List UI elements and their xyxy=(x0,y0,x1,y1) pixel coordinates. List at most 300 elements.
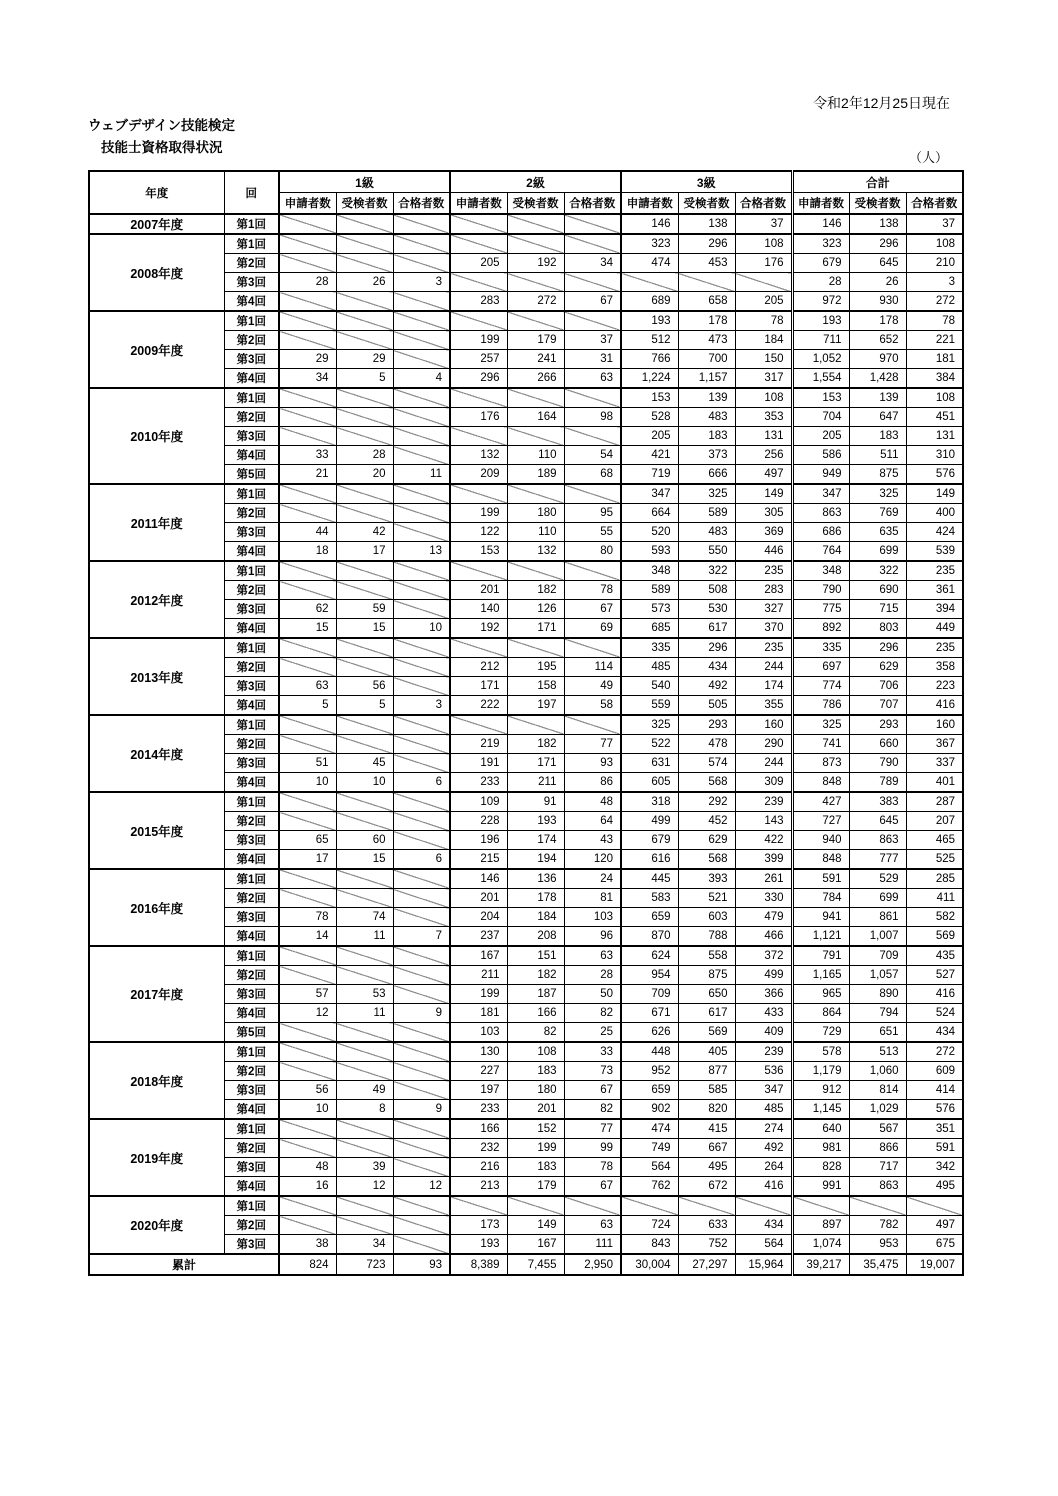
value-cell: 189 xyxy=(507,465,564,485)
slash-cell xyxy=(393,658,450,677)
value-cell: 12 xyxy=(279,1004,336,1023)
slash-cell xyxy=(507,484,564,504)
value-cell: 789 xyxy=(849,773,906,793)
slash-cell xyxy=(279,214,336,234)
fiscal-year-cell: 2014年度 xyxy=(89,715,224,792)
value-cell: 55 xyxy=(564,523,621,542)
value-cell: 146 xyxy=(621,214,678,234)
value-cell: 411 xyxy=(906,889,963,908)
value-cell: 645 xyxy=(849,254,906,273)
slash-cell xyxy=(336,812,393,831)
value-cell: 131 xyxy=(906,427,963,446)
slash-cell xyxy=(393,638,450,658)
value-cell: 166 xyxy=(507,1004,564,1023)
slash-cell xyxy=(393,214,450,234)
value-cell: 660 xyxy=(849,735,906,754)
value-cell: 325 xyxy=(621,715,678,735)
value-cell: 191 xyxy=(450,754,507,773)
slash-cell xyxy=(279,735,336,754)
value-cell: 752 xyxy=(678,1235,735,1255)
value-cell: 204 xyxy=(450,908,507,927)
value-cell: 591 xyxy=(906,1139,963,1158)
value-cell: 25 xyxy=(564,1023,621,1043)
value-cell: 629 xyxy=(849,658,906,677)
value-cell: 33 xyxy=(279,446,336,465)
slash-cell xyxy=(450,427,507,446)
value-cell: 199 xyxy=(450,504,507,523)
value-cell: 283 xyxy=(735,581,792,600)
value-cell: 803 xyxy=(849,619,906,639)
value-cell: 18 xyxy=(279,542,336,562)
value-cell: 26 xyxy=(336,273,393,292)
sub-header-cell: 受検者数 xyxy=(849,193,906,215)
table-row xyxy=(89,561,963,581)
sub-header-cell: 受検者数 xyxy=(336,193,393,215)
value-cell: 970 xyxy=(849,350,906,369)
value-cell: 495 xyxy=(678,1158,735,1177)
slash-cell xyxy=(393,1158,450,1177)
grade-group-header: 3級 xyxy=(621,171,792,193)
value-cell: 149 xyxy=(906,484,963,504)
value-cell: 861 xyxy=(849,908,906,927)
slash-cell xyxy=(393,966,450,985)
value-cell: 179 xyxy=(507,1177,564,1197)
value-cell: 15 xyxy=(279,619,336,639)
grade-group-header: 2級 xyxy=(450,171,621,193)
round-cell: 第4回 xyxy=(224,292,279,312)
value-cell: 65 xyxy=(279,831,336,850)
value-cell: 272 xyxy=(507,292,564,312)
value-cell: 132 xyxy=(450,446,507,465)
value-cell: 86 xyxy=(564,773,621,793)
total-value-cell: 824 xyxy=(279,1254,336,1275)
value-cell: 529 xyxy=(849,869,906,889)
value-cell: 401 xyxy=(906,773,963,793)
value-cell: 201 xyxy=(507,1100,564,1120)
value-cell: 266 xyxy=(507,369,564,389)
value-cell: 108 xyxy=(507,1042,564,1062)
value-cell: 183 xyxy=(849,427,906,446)
value-cell: 174 xyxy=(735,677,792,696)
value-cell: 193 xyxy=(792,311,849,331)
slash-cell xyxy=(507,561,564,581)
value-cell: 182 xyxy=(507,966,564,985)
value-cell: 499 xyxy=(621,812,678,831)
value-cell: 49 xyxy=(564,677,621,696)
value-cell: 586 xyxy=(792,446,849,465)
slash-cell xyxy=(450,214,507,234)
value-cell: 166 xyxy=(450,1119,507,1139)
round-cell: 第3回 xyxy=(224,1158,279,1177)
round-cell: 第1回 xyxy=(224,388,279,408)
value-cell: 193 xyxy=(621,311,678,331)
value-cell: 235 xyxy=(906,638,963,658)
value-cell: 10 xyxy=(279,773,336,793)
value-cell: 583 xyxy=(621,889,678,908)
page-title: ウェブデザイン技能検定 xyxy=(88,118,236,133)
value-cell: 80 xyxy=(564,542,621,562)
fiscal-year-cell: 2007年度 xyxy=(89,214,224,234)
slash-cell xyxy=(507,234,564,254)
value-cell: 9 xyxy=(393,1100,450,1120)
value-cell: 342 xyxy=(906,1158,963,1177)
slash-cell xyxy=(735,1196,792,1216)
value-cell: 74 xyxy=(336,908,393,927)
table-row xyxy=(89,715,963,735)
value-cell: 120 xyxy=(564,850,621,870)
value-cell: 603 xyxy=(678,908,735,927)
value-cell: 647 xyxy=(849,408,906,427)
value-cell: 310 xyxy=(906,446,963,465)
value-cell: 511 xyxy=(849,446,906,465)
value-cell: 704 xyxy=(792,408,849,427)
fiscal-year-cell: 2011年度 xyxy=(89,484,224,561)
value-cell: 1,060 xyxy=(849,1062,906,1081)
value-cell: 775 xyxy=(792,600,849,619)
value-cell: 497 xyxy=(906,1216,963,1235)
value-cell: 153 xyxy=(450,542,507,562)
slash-cell xyxy=(336,292,393,312)
value-cell: 505 xyxy=(678,696,735,716)
value-cell: 34 xyxy=(279,369,336,389)
value-cell: 616 xyxy=(621,850,678,870)
value-cell: 433 xyxy=(735,1004,792,1023)
value-cell: 16 xyxy=(279,1177,336,1197)
slash-cell xyxy=(393,754,450,773)
value-cell: 699 xyxy=(849,542,906,562)
sub-header-cell: 合格者数 xyxy=(393,193,450,215)
value-cell: 199 xyxy=(507,1139,564,1158)
value-cell: 1,145 xyxy=(792,1100,849,1120)
round-cell: 第1回 xyxy=(224,792,279,812)
value-cell: 848 xyxy=(792,773,849,793)
value-cell: 111 xyxy=(564,1235,621,1255)
value-cell: 29 xyxy=(336,350,393,369)
value-cell: 709 xyxy=(621,985,678,1004)
value-cell: 522 xyxy=(621,735,678,754)
value-cell: 550 xyxy=(678,542,735,562)
value-cell: 110 xyxy=(507,446,564,465)
value-cell: 216 xyxy=(450,1158,507,1177)
slash-cell xyxy=(450,484,507,504)
slash-cell xyxy=(336,331,393,350)
value-cell: 132 xyxy=(507,542,564,562)
slash-cell xyxy=(336,484,393,504)
value-cell: 711 xyxy=(792,331,849,350)
page-subtitle: 技能士資格取得状況 xyxy=(101,140,223,155)
value-cell: 196 xyxy=(450,831,507,850)
slash-cell xyxy=(507,715,564,735)
value-cell: 448 xyxy=(621,1042,678,1062)
slash-cell xyxy=(450,1196,507,1216)
value-cell: 605 xyxy=(621,773,678,793)
value-cell: 171 xyxy=(507,619,564,639)
value-cell: 483 xyxy=(678,523,735,542)
slash-cell xyxy=(279,869,336,889)
round-cell: 第4回 xyxy=(224,369,279,389)
slash-cell xyxy=(393,254,450,273)
value-cell: 205 xyxy=(735,292,792,312)
sub-header-cell: 申請者数 xyxy=(621,193,678,215)
value-cell: 672 xyxy=(678,1177,735,1197)
value-cell: 679 xyxy=(621,831,678,850)
value-cell: 394 xyxy=(906,600,963,619)
value-cell: 348 xyxy=(792,561,849,581)
value-cell: 28 xyxy=(279,273,336,292)
slash-cell xyxy=(336,408,393,427)
value-cell: 452 xyxy=(678,812,735,831)
value-cell: 178 xyxy=(849,311,906,331)
round-cell: 第3回 xyxy=(224,908,279,927)
fiscal-year-cell: 2017年度 xyxy=(89,946,224,1042)
value-cell: 78 xyxy=(735,311,792,331)
round-cell: 第3回 xyxy=(224,985,279,1004)
value-cell: 151 xyxy=(507,946,564,966)
value-cell: 791 xyxy=(792,946,849,966)
value-cell: 215 xyxy=(450,850,507,870)
value-cell: 449 xyxy=(906,619,963,639)
slash-cell xyxy=(450,715,507,735)
value-cell: 764 xyxy=(792,542,849,562)
value-cell: 719 xyxy=(621,465,678,485)
round-cell: 第2回 xyxy=(224,1216,279,1235)
value-cell: 48 xyxy=(564,792,621,812)
value-cell: 1,029 xyxy=(849,1100,906,1120)
slash-cell xyxy=(507,638,564,658)
value-cell: 130 xyxy=(450,1042,507,1062)
value-cell: 187 xyxy=(507,985,564,1004)
slash-cell xyxy=(393,1081,450,1100)
value-cell: 296 xyxy=(849,234,906,254)
value-cell: 864 xyxy=(792,1004,849,1023)
value-cell: 318 xyxy=(621,792,678,812)
total-value-cell: 8,389 xyxy=(450,1254,507,1275)
value-cell: 863 xyxy=(849,831,906,850)
table-body xyxy=(89,214,963,1275)
slash-cell xyxy=(393,677,450,696)
value-cell: 875 xyxy=(678,966,735,985)
results-table xyxy=(88,170,964,1276)
sub-header-cell: 申請者数 xyxy=(450,193,507,215)
value-cell: 416 xyxy=(735,1177,792,1197)
year-column-header: 年度 xyxy=(89,171,224,214)
round-cell: 第3回 xyxy=(224,831,279,850)
unit-label: （人） xyxy=(908,150,948,165)
slash-cell xyxy=(564,715,621,735)
value-cell: 219 xyxy=(450,735,507,754)
round-cell: 第3回 xyxy=(224,273,279,292)
slash-cell xyxy=(279,1196,336,1216)
value-cell: 1,179 xyxy=(792,1062,849,1081)
value-cell: 941 xyxy=(792,908,849,927)
round-cell: 第2回 xyxy=(224,658,279,677)
value-cell: 51 xyxy=(279,754,336,773)
value-cell: 828 xyxy=(792,1158,849,1177)
slash-cell xyxy=(279,1119,336,1139)
value-cell: 347 xyxy=(792,484,849,504)
value-cell: 28 xyxy=(792,273,849,292)
value-cell: 717 xyxy=(849,1158,906,1177)
value-cell: 635 xyxy=(849,523,906,542)
fiscal-year-cell: 2012年度 xyxy=(89,561,224,638)
value-cell: 351 xyxy=(906,1119,963,1139)
slash-cell xyxy=(336,254,393,273)
slash-cell xyxy=(393,311,450,331)
total-value-cell: 7,455 xyxy=(507,1254,564,1275)
value-cell: 479 xyxy=(735,908,792,927)
round-cell: 第3回 xyxy=(224,754,279,773)
slash-cell xyxy=(336,504,393,523)
slash-cell xyxy=(393,1196,450,1216)
value-cell: 434 xyxy=(678,658,735,677)
round-cell: 第4回 xyxy=(224,696,279,716)
slash-cell xyxy=(792,1196,849,1216)
slash-cell xyxy=(279,561,336,581)
value-cell: 139 xyxy=(849,388,906,408)
value-cell: 180 xyxy=(507,504,564,523)
slash-cell xyxy=(393,946,450,966)
value-cell: 212 xyxy=(450,658,507,677)
slash-cell xyxy=(393,504,450,523)
value-cell: 965 xyxy=(792,985,849,1004)
slash-cell xyxy=(621,1196,678,1216)
value-cell: 171 xyxy=(507,754,564,773)
value-cell: 873 xyxy=(792,754,849,773)
value-cell: 24 xyxy=(564,869,621,889)
value-cell: 574 xyxy=(678,754,735,773)
value-cell: 323 xyxy=(621,234,678,254)
value-cell: 347 xyxy=(621,484,678,504)
value-cell: 183 xyxy=(507,1062,564,1081)
value-cell: 164 xyxy=(507,408,564,427)
slash-cell xyxy=(564,214,621,234)
value-cell: 335 xyxy=(792,638,849,658)
slash-cell xyxy=(336,561,393,581)
round-cell: 第2回 xyxy=(224,1062,279,1081)
total-value-cell: 93 xyxy=(393,1254,450,1275)
value-cell: 208 xyxy=(507,927,564,947)
slash-cell xyxy=(336,966,393,985)
value-cell: 609 xyxy=(906,1062,963,1081)
value-cell: 93 xyxy=(564,754,621,773)
slash-cell xyxy=(507,427,564,446)
value-cell: 59 xyxy=(336,600,393,619)
slash-cell xyxy=(450,561,507,581)
slash-cell xyxy=(450,273,507,292)
round-cell: 第1回 xyxy=(224,484,279,504)
round-cell: 第3回 xyxy=(224,600,279,619)
value-cell: 820 xyxy=(678,1100,735,1120)
value-cell: 539 xyxy=(906,542,963,562)
value-cell: 167 xyxy=(450,946,507,966)
round-cell: 第2回 xyxy=(224,504,279,523)
value-cell: 192 xyxy=(507,254,564,273)
round-cell: 第4回 xyxy=(224,1177,279,1197)
value-cell: 222 xyxy=(450,696,507,716)
value-cell: 95 xyxy=(564,504,621,523)
table-row xyxy=(89,388,963,408)
value-cell: 17 xyxy=(336,542,393,562)
value-cell: 699 xyxy=(849,889,906,908)
value-cell: 171 xyxy=(450,677,507,696)
value-cell: 863 xyxy=(849,1177,906,1197)
value-cell: 902 xyxy=(621,1100,678,1120)
value-cell: 367 xyxy=(906,735,963,754)
table-row xyxy=(89,1196,963,1216)
value-cell: 1,052 xyxy=(792,350,849,369)
round-column-header: 回 xyxy=(224,171,279,214)
value-cell: 492 xyxy=(678,677,735,696)
value-cell: 174 xyxy=(507,831,564,850)
value-cell: 296 xyxy=(678,234,735,254)
fiscal-year-cell: 2020年度 xyxy=(89,1196,224,1254)
slash-cell xyxy=(393,1042,450,1062)
value-cell: 435 xyxy=(906,946,963,966)
value-cell: 63 xyxy=(564,946,621,966)
value-cell: 690 xyxy=(849,581,906,600)
value-cell: 62 xyxy=(279,600,336,619)
value-cell: 213 xyxy=(450,1177,507,1197)
value-cell: 679 xyxy=(792,254,849,273)
slash-cell xyxy=(279,408,336,427)
round-cell: 第2回 xyxy=(224,889,279,908)
slash-cell xyxy=(393,234,450,254)
value-cell: 558 xyxy=(678,946,735,966)
round-cell: 第3回 xyxy=(224,677,279,696)
value-cell: 58 xyxy=(564,696,621,716)
value-cell: 578 xyxy=(792,1042,849,1062)
value-cell: 624 xyxy=(621,946,678,966)
value-cell: 769 xyxy=(849,504,906,523)
value-cell: 126 xyxy=(507,600,564,619)
value-cell: 405 xyxy=(678,1042,735,1062)
slash-cell xyxy=(336,869,393,889)
value-cell: 671 xyxy=(621,1004,678,1023)
round-cell: 第2回 xyxy=(224,812,279,831)
value-cell: 108 xyxy=(906,388,963,408)
slash-cell xyxy=(336,946,393,966)
round-cell: 第1回 xyxy=(224,638,279,658)
value-cell: 131 xyxy=(735,427,792,446)
value-cell: 474 xyxy=(621,254,678,273)
value-cell: 209 xyxy=(450,465,507,485)
slash-cell xyxy=(279,1139,336,1158)
value-cell: 317 xyxy=(735,369,792,389)
value-cell: 591 xyxy=(792,869,849,889)
total-label-cell: 累計 xyxy=(89,1254,279,1275)
slash-cell xyxy=(393,388,450,408)
value-cell: 527 xyxy=(906,966,963,985)
value-cell: 485 xyxy=(735,1100,792,1120)
value-cell: 309 xyxy=(735,773,792,793)
value-cell: 205 xyxy=(621,427,678,446)
value-cell: 348 xyxy=(621,561,678,581)
slash-cell xyxy=(279,1042,336,1062)
value-cell: 48 xyxy=(279,1158,336,1177)
value-cell: 399 xyxy=(735,850,792,870)
value-cell: 322 xyxy=(678,561,735,581)
value-cell: 700 xyxy=(678,350,735,369)
value-cell: 521 xyxy=(678,889,735,908)
value-cell: 559 xyxy=(621,696,678,716)
value-cell: 327 xyxy=(735,600,792,619)
value-cell: 631 xyxy=(621,754,678,773)
slash-cell xyxy=(393,484,450,504)
value-cell: 232 xyxy=(450,1139,507,1158)
round-cell: 第1回 xyxy=(224,311,279,331)
value-cell: 109 xyxy=(450,792,507,812)
value-cell: 953 xyxy=(849,1235,906,1255)
